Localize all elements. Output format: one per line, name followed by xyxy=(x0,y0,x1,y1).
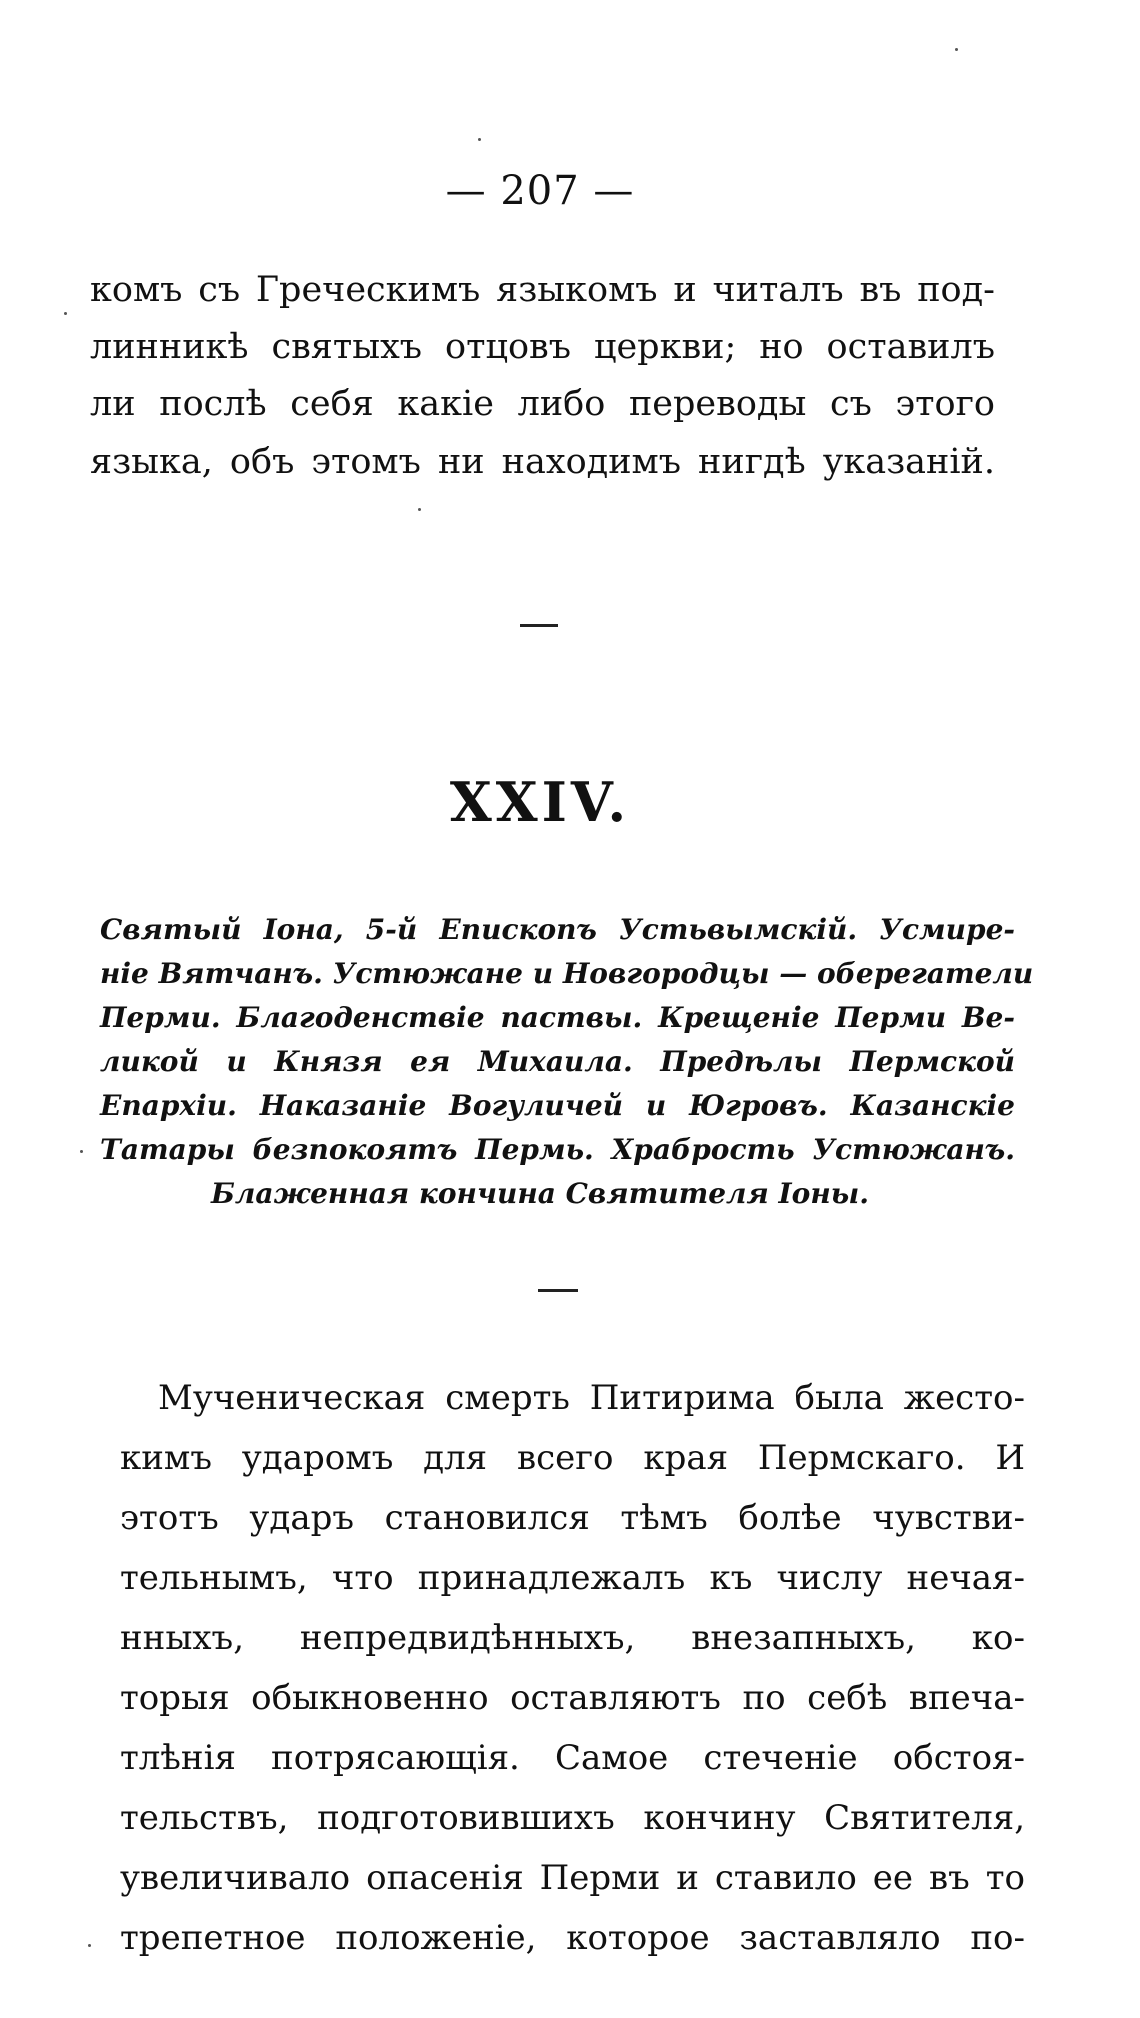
text-line: Мученическая смерть Питирима была жесто- xyxy=(158,1378,1025,1418)
text-line: ли послѣ себя какіе либо переводы съ этого xyxy=(90,384,995,424)
summary-line: ликой и Князя ея Михаила. Предѣлы Пермской xyxy=(100,1045,1015,1078)
text-line: линникѣ святыхъ отцовъ церкви; но оставилъ xyxy=(90,327,995,367)
print-speck xyxy=(64,312,67,315)
page-number: — 207 — xyxy=(445,168,635,214)
text-line: тлѣнія потрясающія. Самое стеченіе обстоя- xyxy=(120,1738,1025,1778)
print-speck xyxy=(955,48,958,51)
summary-line: Блаженная кончина Святителя Іоны. xyxy=(211,1177,869,1210)
text-line: тельнымъ, что принадлежалъ къ числу нечая- xyxy=(120,1558,1025,1598)
text-line: торыя обыкновенно оставляютъ по себѣ впеча- xyxy=(120,1678,1025,1718)
summary-line: Епархіи. Наказаніе Вогуличей и Югровъ. Казанскіе xyxy=(100,1089,1015,1122)
summary-line: ніе Вятчанъ. Устюжане и Новгородцы — оберегатели xyxy=(100,957,1034,990)
section-divider xyxy=(520,624,558,627)
print-speck xyxy=(88,1944,91,1947)
text-line: кимъ ударомъ для всего края Пермскаго. И xyxy=(120,1438,1025,1478)
summary-line: Святый Іона, 5-й Епископъ Устьвымскій. Усмире- xyxy=(100,913,1015,946)
print-speck xyxy=(418,508,421,511)
text-line: языка, объ этомъ ни находимъ нигдѣ указаній. xyxy=(90,442,995,482)
section-divider xyxy=(538,1289,578,1292)
text-line: нныхъ, непредвидѣнныхъ, внезапныхъ, ко- xyxy=(120,1618,1025,1658)
text-line: комъ съ Греческимъ языкомъ и читалъ въ под- xyxy=(90,270,995,310)
summary-line: Татары безпокоятъ Пермь. Храбрость Устюжанъ. xyxy=(100,1133,1015,1166)
text-line: тельствъ, подготовившихъ кончину Святителя, xyxy=(120,1798,1025,1838)
summary-line: Перми. Благоденствіе паствы. Крещеніе Перми Ве- xyxy=(100,1001,1015,1034)
text-line: этотъ ударъ становился тѣмъ болѣе чувстви- xyxy=(120,1498,1025,1538)
print-speck xyxy=(478,138,481,141)
text-line: трепетное положеніе, которое заставляло по- xyxy=(120,1918,1025,1958)
text-line: увеличивало опасенія Перми и ставило ее въ то xyxy=(120,1858,1025,1898)
chapter-number: XXIV. xyxy=(449,770,631,834)
print-speck xyxy=(80,1150,83,1153)
